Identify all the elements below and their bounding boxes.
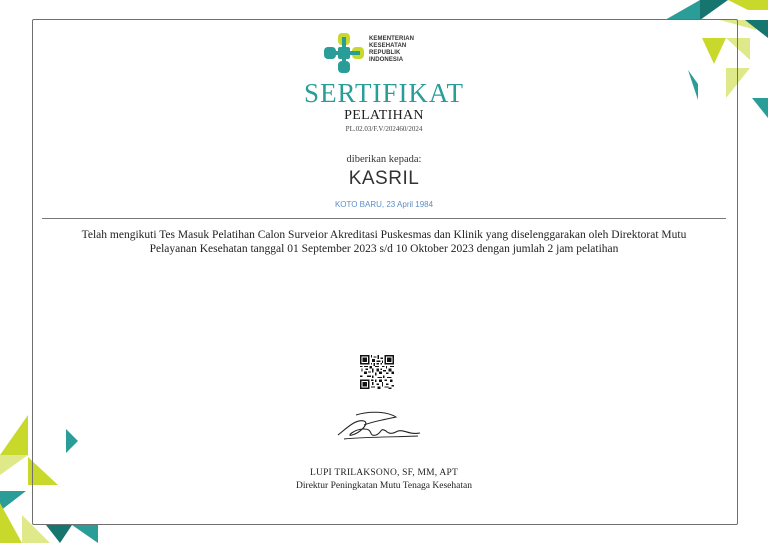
ministry-logo-icon <box>322 31 366 75</box>
logo-line: INDONESIA <box>369 57 404 63</box>
signatory-name: LUPI TRILAKSONO, SF, MM, APT <box>310 468 458 478</box>
recipient-name: KASRIL <box>348 168 420 189</box>
birth-info: KOTO BARU, 23 April 1984 <box>334 200 434 209</box>
certificate-title: SERTIFIKAT <box>304 78 464 108</box>
qr-code-icon <box>360 355 394 389</box>
logo-line: KESEHATAN <box>369 43 407 49</box>
logo-line: REPUBLIK <box>369 50 401 56</box>
divider <box>42 218 726 219</box>
given-to-label: diberikan kepada: <box>346 154 422 165</box>
signatory-title: Direktur Peningkatan Mutu Tenaga Kesehatan <box>296 481 472 491</box>
ministry-logo-text <box>369 36 449 64</box>
certificate-number: PL.02.03/F.V/202460/2024 <box>345 125 423 133</box>
signature-image <box>334 409 424 445</box>
certificate-subtitle: PELATIHAN <box>344 108 424 123</box>
certificate-body: Telah mengikuti Tes Masuk Pelatihan Calon Surveior Akreditasi Puskesmas dan Klinik yang diselenggarakan oleh Direktorat Mutu Pelayanan Kesehatan tanggal 01 September 2023 s/d 10 Oktober 2023 dengan jumlah 2 jam pelatihan <box>81 229 687 255</box>
logo-line: KEMENTERIAN <box>369 36 415 42</box>
